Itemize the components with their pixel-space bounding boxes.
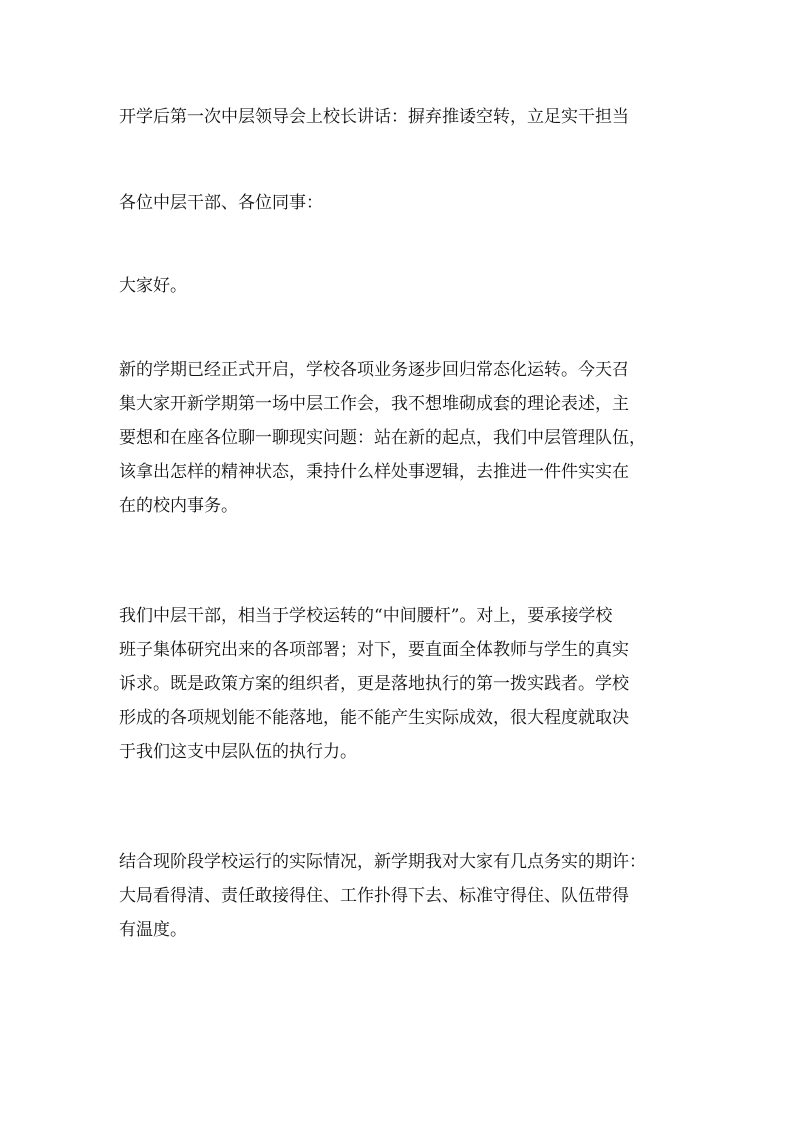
paragraph-line: 有温度。 [119, 920, 187, 940]
paragraph-line: 在的校内事务。 [119, 496, 238, 516]
hello-line: 大家好。 [119, 276, 187, 296]
paragraph-line: 该拿出怎样的精神状态，秉持什么样处事逻辑，去推进一件件实实在 [119, 462, 629, 482]
paragraph-line: 我们中层干部，相当于学校运转的“中间腰杆”。对上，要承接学校 [119, 606, 613, 626]
paragraph-line: 于我们这支中层队伍的执行力。 [119, 742, 357, 762]
hello [119, 269, 681, 303]
paragraph-line: 形成的各项规划能不能落地，能不能产生实际成效，很大程度就取决 [119, 708, 629, 728]
paragraph-line: 新的学期已经正式开启，学校各项业务逐步回归常态化运转。今天召 [119, 360, 629, 380]
document-title [119, 100, 681, 134]
paragraph-line: 集大家开新学期第一场中层工作会，我不想堆砌成套的理论表述，主 [119, 394, 629, 414]
paragraph-2 [119, 599, 681, 769]
paragraph-line: 要想和在座各位聊一聊现实问题：站在新的起点，我们中层管理队伍， [119, 428, 646, 448]
greeting-line: 各位中层干部、各位同事： [119, 193, 323, 213]
paragraph-line: 诉求。既是政策方案的组织者，更是落地执行的第一拨实践者。学校 [119, 674, 629, 694]
paragraph-line: 班子集体研究出来的各项部署；对下，要直面全体教师与学生的真实 [119, 640, 629, 660]
paragraph-line: 结合现阶段学校运行的实际情况，新学期我对大家有几点务实的期许： [119, 852, 646, 872]
paragraph-3 [119, 845, 681, 947]
title-line: 开学后第一次中层领导会上校长讲话：摒弃推诿空转，立足实干担当 [119, 107, 629, 127]
paragraph-line: 大局看得清、责任敢接得住、工作扑得下去、标准守得住、队伍带得 [119, 886, 629, 906]
greeting [119, 186, 681, 220]
paragraph-1 [119, 353, 681, 523]
